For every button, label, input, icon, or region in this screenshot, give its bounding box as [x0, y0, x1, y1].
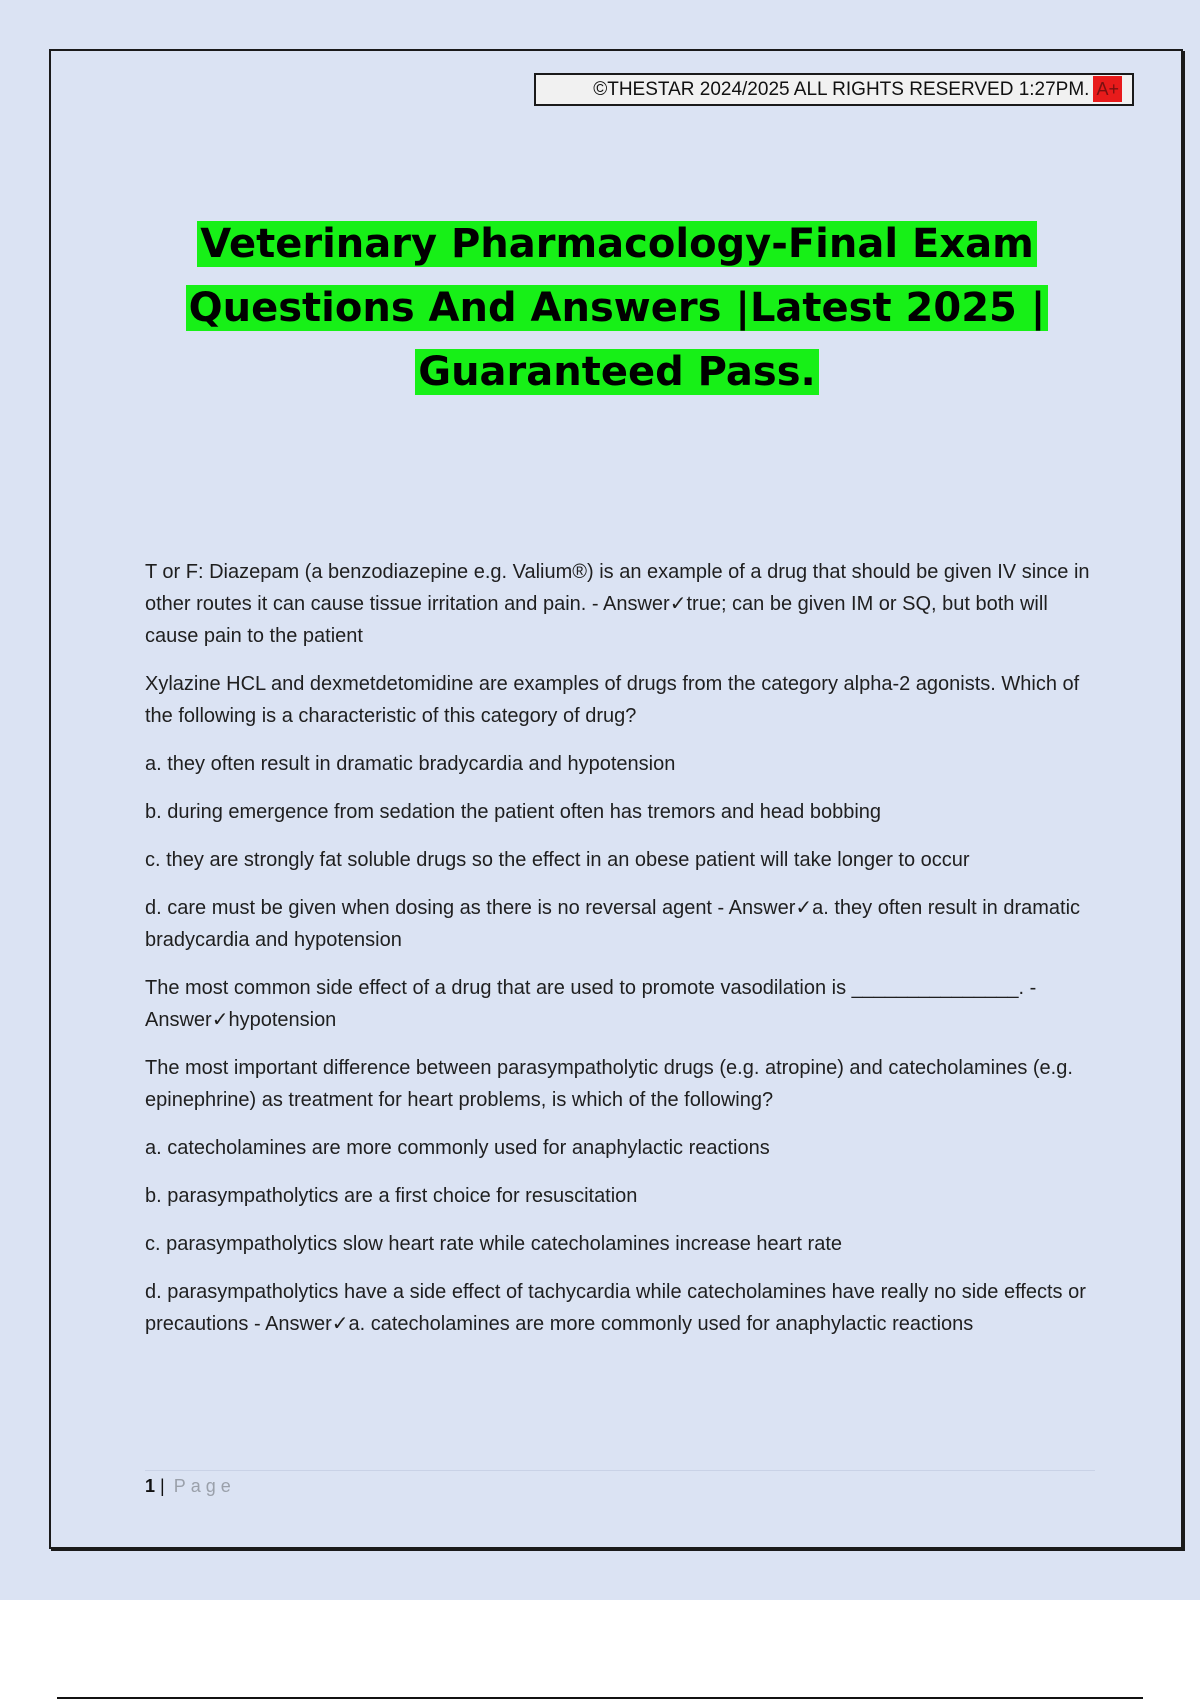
- page-number-value: 1: [145, 1476, 156, 1496]
- document-title: [100, 212, 1134, 404]
- copyright-text: ©THESTAR 2024/2025 ALL RIGHTS RESERVED 1:27PM.: [593, 79, 1090, 100]
- page-number-separator: |: [160, 1476, 165, 1496]
- question-2-option-d: d. care must be given when dosing as there is no reversal agent - Answer✓a. they often result in dramatic bradycardia and hypotension: [145, 897, 1081, 951]
- question-4: The most important difference between parasympatholytic drugs (e.g. atropine) and catecholamines (e.g. epinephrine) as treatment for heart problems, is which of the following?: [145, 1057, 1073, 1111]
- page-number: [145, 1474, 236, 1498]
- question-4-option-a: a. catecholamines are more commonly used for anaphylactic reactions: [145, 1137, 770, 1159]
- question-2: Xylazine HCL and dexmetdetomidine are examples of drugs from the category alpha-2 agonists. Which of the following is a characteristic of this category of drug?: [145, 673, 1080, 727]
- title-line-3: Guaranteed Pass.: [415, 349, 818, 395]
- question-list: [145, 556, 1090, 1356]
- page-label: Page: [173, 1476, 236, 1496]
- question-2-option-b: b. during emergence from sedation the patient often has tremors and head bobbing: [145, 801, 882, 823]
- grade-badge: A+: [1093, 76, 1122, 102]
- footer-divider: [145, 1470, 1095, 1471]
- question-4-option-c: c. parasympatholytics slow heart rate while catecholamines increase heart rate: [145, 1233, 842, 1255]
- question-2-option-a: a. they often result in dramatic bradycardia and hypotension: [145, 753, 676, 775]
- question-4-option-b: b. parasympatholytics are a first choice for resuscitation: [145, 1185, 638, 1207]
- question-4-option-d: d. parasympatholytics have a side effect of tachycardia while catecholamines have really no side effects or precautions - Answer✓a. catecholamines are more commonly used for anaphylactic reactions: [145, 1281, 1086, 1335]
- bottom-rule: [57, 1697, 1143, 1699]
- title-line-2: Questions And Answers |Latest 2025 |: [186, 285, 1049, 331]
- question-2-option-c: c. they are strongly fat soluble drugs so the effect in an obese patient will take longer to occur: [145, 849, 970, 871]
- copyright-header: [534, 73, 1134, 106]
- question-3: The most common side effect of a drug that are used to promote vasodilation is _______________. - Answer✓hypotension: [145, 977, 1037, 1031]
- title-line-1: Veterinary Pharmacology-Final Exam: [197, 221, 1037, 267]
- question-1: T or F: Diazepam (a benzodiazepine e.g. Valium®) is an example of a drug that should be given IV since in other routes it can cause tissue irritation and pain. - Answer✓true; can be given IM or SQ, but both will cause pain to the patient: [145, 561, 1090, 647]
